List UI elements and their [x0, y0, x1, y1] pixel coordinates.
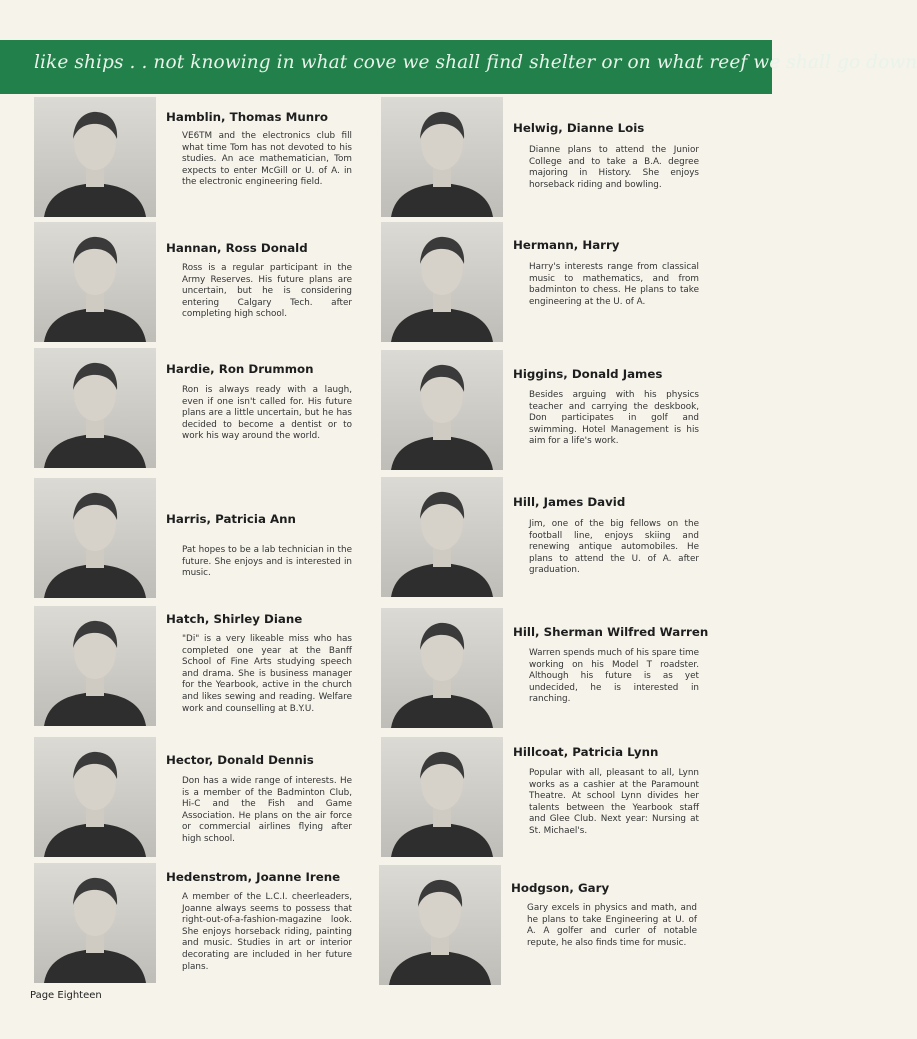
portrait-photo	[34, 97, 156, 217]
page-number: Page Eighteen	[30, 990, 102, 1001]
student-name: Hillcoat, Patricia Lynn	[513, 745, 659, 759]
portrait-photo	[381, 97, 503, 217]
student-bio: Ron is always ready with a laugh, even if one isn't called for. His future plans are a little uncertain, but he has decided to become a dentist or to work his way around the world.	[182, 385, 352, 442]
student-name: Helwig, Dianne Lois	[513, 121, 645, 135]
student-bio: Dianne plans to attend the Junior College and to take a B.A. degree majoring in History. She enjoys horseback riding and bowling.	[529, 145, 699, 190]
portrait-photo	[381, 350, 503, 470]
portrait-photo	[34, 737, 156, 857]
student-bio: Ross is a regular participant in the Army Reserves. His future plans are uncertain, but he is considering entering Calgary Tech. after completing high school.	[182, 263, 352, 320]
portrait-photo	[381, 737, 503, 857]
student-name: Hodgson, Gary	[511, 881, 610, 895]
portrait-photo	[381, 222, 503, 342]
student-name: Hannan, Ross Donald	[166, 241, 308, 255]
portrait-photo	[34, 222, 156, 342]
student-bio: VE6TM and the electronics club fill what time Tom has not devoted to his studies. An ace mathematician, Tom expects to enter McGill or U. of A. in the electronic engineering field.	[182, 131, 352, 188]
student-name: Harris, Patricia Ann	[166, 512, 296, 526]
portrait-photo	[34, 478, 156, 598]
portrait-photo	[34, 863, 156, 983]
student-bio: Pat hopes to be a lab technician in the future. She enjoys and is interested in music.	[182, 545, 352, 579]
student-name: Hamblin, Thomas Munro	[166, 110, 329, 124]
portrait-photo	[381, 477, 503, 597]
student-name: Hector, Donald Dennis	[166, 753, 314, 767]
portrait-photo	[34, 606, 156, 726]
student-name: Higgins, Donald James	[513, 367, 663, 381]
portrait-photo	[34, 348, 156, 468]
student-bio: Besides arguing with his physics teacher and carrying the deskbook, Don participates in golf and swimming. Hotel Management is his aim for a life's work.	[529, 390, 699, 447]
student-bio: Gary excels in physics and math, and he plans to take Engineering at U. of A. A golfer and curler of notable repute, he also finds time for music.	[527, 903, 697, 948]
portrait-photo	[379, 865, 501, 985]
banner-quote: like ships . . not knowing in what cove we shall find shelter or on what reef we shall go down	[34, 52, 917, 73]
student-name: Hedenstrom, Joanne Irene	[166, 870, 341, 884]
student-bio: Jim, one of the big fellows on the football line, enjoys skiing and renewing antique automobiles. He plans to attend the U. of A. after graduation.	[529, 519, 699, 576]
student-name: Hardie, Ron Drummon	[166, 362, 314, 376]
student-name: Hatch, Shirley Diane	[166, 612, 303, 626]
student-bio: Harry's interests range from classical music to mathematics, and from badminton to chess. He plans to take engineering at the U. of A.	[529, 262, 699, 307]
student-bio: A member of the L.C.I. cheerleaders, Joanne always seems to possess that right-out-of-a-fashion-magazine look. She enjoys horseback riding, painting and music. Studies in art or interior decorating are included in her future plans.	[182, 892, 352, 972]
student-bio: "Di" is a very likeable miss who has completed one year at the Banff School of Fine Arts studying speech and drama. She is business manager for the Yearbook, active in the church and likes sewing and reading. Welfare work and counselling at B.Y.U.	[182, 634, 352, 714]
student-name: Hermann, Harry	[513, 238, 620, 252]
student-bio: Don has a wide range of interests. He is a member of the Badminton Club, Hi-C and the Fish and Game Association. He plans on the air force or commercial airlines flying after high school.	[182, 776, 352, 844]
student-name: Hill, Sherman Wilfred Warren	[513, 625, 709, 639]
student-bio: Popular with all, pleasant to all, Lynn works as a cashier at the Paramount Theatre. At school Lynn divides her talents between the Yearbook staff and Glee Club. Next year: Nursing at St. Michael's.	[529, 768, 699, 836]
portrait-photo	[381, 608, 503, 728]
student-bio: Warren spends much of his spare time working on his Model T roadster. Although his future is as yet undecided, he is interested in ranching.	[529, 648, 699, 705]
student-name: Hill, James David	[513, 495, 626, 509]
